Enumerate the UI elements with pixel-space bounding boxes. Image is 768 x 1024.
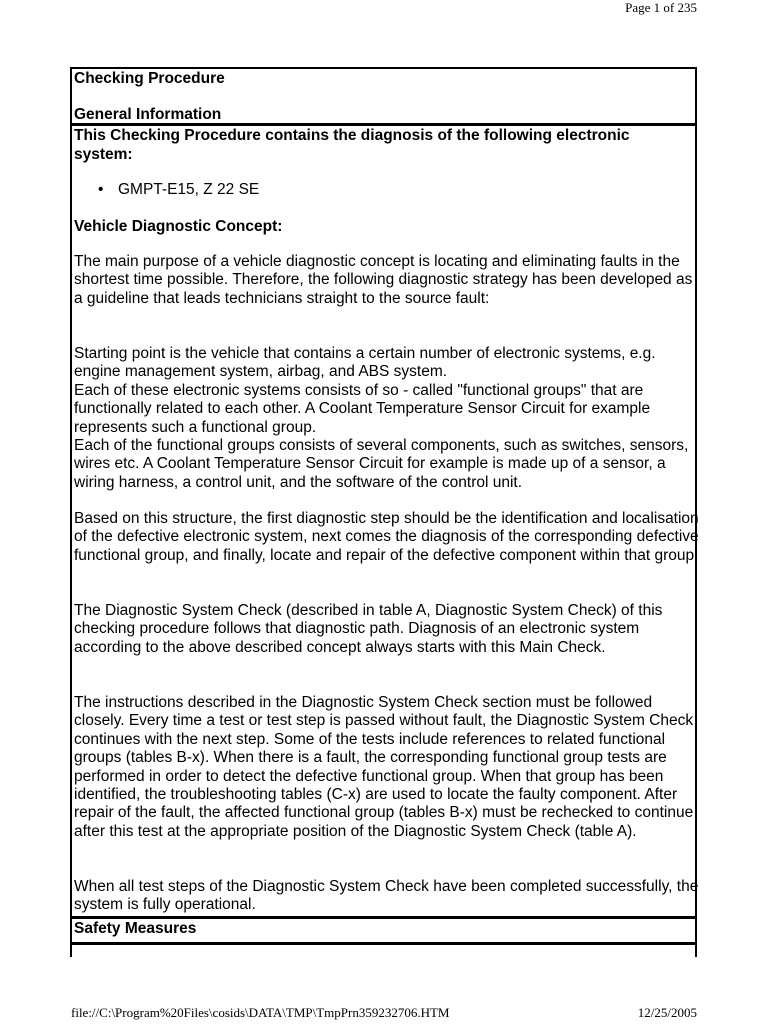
paragraph-system-check: The Diagnostic System Check (described in table A, Diagnostic System Check) of this checking procedure follows that diagnostic path. Diagnosis of an electronic system according to the above described concept always starts with this Main Check. bbox=[74, 602, 663, 656]
system-list-item bbox=[98, 181, 259, 199]
paragraph-functional-groups: Each of these electronic systems consists of so - called "functional groups" that are functionally related to each other. A Coolant Temperature Sensor Circuit for example represents such a functional group. bbox=[74, 382, 651, 436]
document-title: Checking Procedure bbox=[74, 70, 225, 87]
page-number-header: Page 1 of 235 bbox=[625, 0, 697, 15]
page-footer bbox=[71, 1005, 697, 1021]
content-cell bbox=[72, 126, 699, 919]
safety-cell bbox=[72, 919, 695, 945]
section-heading-general-information: General Information bbox=[74, 106, 222, 123]
paragraph-starting-point: Starting point is the vehicle that contains a certain number of electronic systems, e.g. engine management system, airbag, and ABS system. bbox=[74, 345, 656, 381]
safety-heading: Safety Measures bbox=[74, 920, 197, 937]
print-date: 12/25/2005 bbox=[637, 1005, 697, 1020]
paragraph-purpose: The main purpose of a vehicle diagnostic concept is locating and eliminating faults in the shortest time possible. Therefore, the following diagnostic strategy has been developed as a guideline that leads technicians straight to the source fault: bbox=[74, 253, 693, 307]
title-cell bbox=[72, 69, 695, 126]
concept-heading: Vehicle Diagnostic Concept: bbox=[74, 218, 283, 235]
file-path: file://C:\Program%20Files\cosids\DATA\TMP\TmpPrn359232706.HTM bbox=[71, 1005, 450, 1020]
system-name: GMPT-E15, Z 22 SE bbox=[118, 181, 260, 198]
paragraph-structure: Based on this structure, the first diagnostic step should be the identification and localisation of the defective electronic system, next comes the diagnosis of the corresponding defective functional group, and finally, locate and repair of the defective component within that group. bbox=[74, 510, 699, 564]
paragraph-completion: When all test steps of the Diagnostic System Check have been completed successfully, the system is fully operational. bbox=[74, 878, 699, 914]
paragraph-instructions: The instructions described in the Diagnostic System Check section must be followed closely. Every time a test or test step is passed without fault, the Diagnostic System Check continues with the next step. Some of the tests include references to related functional groups (tables B-x). When there is a fault, the corresponding functional group tests are performed in order to detect the defective functional group. When that group has been identified, the troubleshooting tables (C-x) are used to locate the faulty component. After repair of the fault, the affected functional group (tables B-x) must be rechecked to continue after this test at the appropriate position of the Diagnostic System Check (table A). bbox=[74, 694, 694, 840]
bullet-icon: • bbox=[98, 181, 104, 198]
document-table bbox=[70, 67, 697, 957]
intro-text: This Checking Procedure contains the diagnosis of the following electronic system: bbox=[74, 127, 630, 163]
paragraph-components: Each of the functional groups consists of several components, such as switches, sensors, wires etc. A Coolant Temperature Sensor Circuit for example is made up of a sensor, a wiring harness, a control unit, and the software of the control unit. bbox=[74, 437, 689, 491]
